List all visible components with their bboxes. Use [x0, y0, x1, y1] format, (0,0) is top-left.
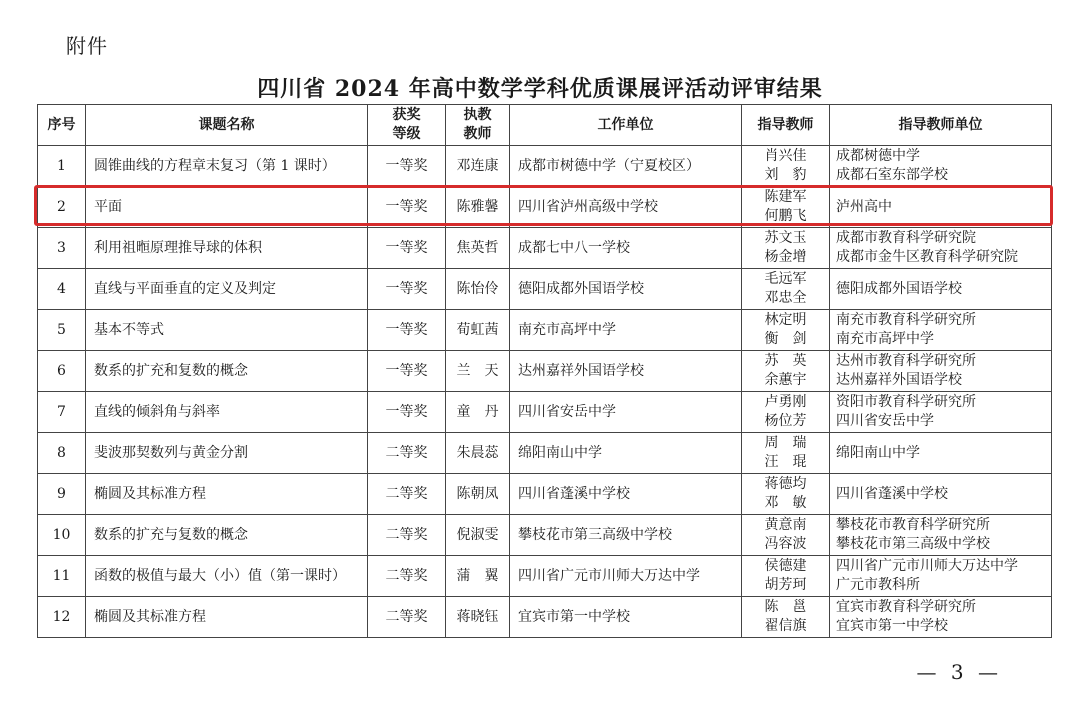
- cell-mentor-line2: 杨位芳: [764, 413, 807, 429]
- cell-mentor-line2: 衡 剑: [764, 331, 807, 347]
- cell-mentor: [742, 433, 830, 474]
- cell-mentor-line2: 杨金增: [764, 249, 807, 265]
- cell-award: 一等奖: [368, 146, 446, 187]
- cell-mentor-line1: 林定明: [764, 312, 807, 328]
- cell-unit: 成都市树德中学（宁夏校区）: [510, 146, 742, 187]
- cell-topic: 椭圆及其标准方程: [86, 474, 368, 515]
- cell-mentor-line1: 陈建军: [764, 189, 807, 205]
- table-row: [38, 187, 1052, 228]
- cell-mentor-line1: 肖兴佳: [764, 148, 807, 164]
- cell-teacher: 邓连康: [446, 146, 510, 187]
- cell-mentor-line1: 周 瑞: [764, 435, 807, 451]
- header-mentor: 指导教师: [742, 105, 830, 146]
- cell-unit: 宜宾市第一中学校: [510, 597, 742, 638]
- cell-teacher: 陈雅馨: [446, 187, 510, 228]
- cell-teacher: 陈怡伶: [446, 269, 510, 310]
- cell-mentor-unit-line2: 成都石室东部学校: [836, 167, 948, 183]
- cell-topic: 圆锥曲线的方程章末复习（第 1 课时）: [86, 146, 368, 187]
- cell-no: 4: [38, 269, 86, 310]
- header-mentor-unit: 指导教师单位: [830, 105, 1052, 146]
- table-row: [38, 146, 1052, 187]
- header-teacher: [446, 105, 510, 146]
- table-header-row: [38, 105, 1052, 146]
- cell-teacher: 蒲 翼: [446, 556, 510, 597]
- cell-mentor: [742, 515, 830, 556]
- cell-teacher: 童 丹: [446, 392, 510, 433]
- header-no: 序号: [38, 105, 86, 146]
- cell-topic: 直线的倾斜角与斜率: [86, 392, 368, 433]
- header-award-line2: 等级: [392, 126, 421, 142]
- cell-mentor-unit: [830, 228, 1052, 269]
- cell-teacher: 朱晨蕊: [446, 433, 510, 474]
- cell-mentor-unit: [830, 392, 1052, 433]
- cell-no: 8: [38, 433, 86, 474]
- cell-teacher: 焦英哲: [446, 228, 510, 269]
- cell-mentor-unit-line1: 绵阳南山中学: [836, 444, 920, 461]
- cell-mentor-line2: 何鹏飞: [764, 208, 807, 224]
- header-unit: 工作单位: [510, 105, 742, 146]
- cell-topic: 利用祖暅原理推导球的体积: [86, 228, 368, 269]
- header-teacher-line1: 执教: [463, 107, 492, 123]
- cell-mentor-line1: 侯德建: [764, 558, 807, 574]
- cell-mentor-line2: 邓 敏: [764, 495, 807, 511]
- cell-topic: 斐波那契数列与黄金分割: [86, 433, 368, 474]
- cell-mentor-unit-line1: 资阳市教育科学研究所: [836, 394, 976, 410]
- cell-unit: 南充市高坪中学: [510, 310, 742, 351]
- header-teacher-line2: 教师: [463, 126, 492, 142]
- cell-mentor-unit: [830, 146, 1052, 187]
- cell-mentor-line1: 苏文玉: [764, 230, 807, 246]
- cell-award: 二等奖: [368, 474, 446, 515]
- cell-no: 2: [38, 187, 86, 228]
- cell-mentor-unit-line2: 广元市教科所: [836, 577, 920, 593]
- cell-mentor-unit: [830, 515, 1052, 556]
- cell-award: 二等奖: [368, 597, 446, 638]
- cell-mentor: [742, 187, 830, 228]
- cell-unit: 成都七中八一学校: [510, 228, 742, 269]
- cell-mentor-line1: 蒋德均: [764, 476, 807, 492]
- cell-mentor-line1: 陈 邕: [764, 599, 807, 615]
- header-award: [368, 105, 446, 146]
- cell-topic: 数系的扩充与复数的概念: [86, 515, 368, 556]
- cell-mentor: [742, 269, 830, 310]
- cell-mentor-unit-line1: 成都市教育科学研究院: [836, 230, 976, 246]
- cell-mentor-unit-line1: 四川省广元市川师大万达中学: [836, 558, 1018, 574]
- cell-award: 一等奖: [368, 269, 446, 310]
- cell-award: 一等奖: [368, 310, 446, 351]
- cell-topic: 椭圆及其标准方程: [86, 597, 368, 638]
- cell-no: 11: [38, 556, 86, 597]
- cell-mentor-line2: 冯容波: [764, 536, 807, 552]
- table-body: [38, 146, 1052, 638]
- cell-mentor-unit-line2: 攀枝花市第三高级中学校: [836, 536, 990, 552]
- cell-mentor: [742, 146, 830, 187]
- cell-topic: 平面: [86, 187, 368, 228]
- table-row: [38, 556, 1052, 597]
- attachment-label: 附件: [66, 34, 108, 58]
- table-row: [38, 228, 1052, 269]
- cell-topic: 数系的扩充和复数的概念: [86, 351, 368, 392]
- cell-award: 一等奖: [368, 228, 446, 269]
- cell-mentor-unit: [830, 556, 1052, 597]
- cell-no: 1: [38, 146, 86, 187]
- cell-award: 一等奖: [368, 351, 446, 392]
- cell-mentor-line1: 卢勇刚: [764, 394, 807, 410]
- cell-mentor-unit-line2: 四川省安岳中学: [836, 413, 934, 429]
- cell-mentor-unit-line1: 成都树德中学: [836, 148, 920, 164]
- table-row: [38, 515, 1052, 556]
- table-row: [38, 474, 1052, 515]
- cell-mentor: [742, 597, 830, 638]
- cell-award: 一等奖: [368, 392, 446, 433]
- cell-mentor-unit-line1: 四川省蓬溪中学校: [836, 485, 948, 502]
- cell-teacher: 陈朝凤: [446, 474, 510, 515]
- cell-no: 7: [38, 392, 86, 433]
- cell-mentor-unit-line2: 达州嘉祥外国语学校: [836, 372, 962, 388]
- cell-mentor-unit: [830, 187, 1052, 228]
- cell-mentor-line2: 胡芳珂: [764, 577, 807, 593]
- cell-no: 9: [38, 474, 86, 515]
- cell-mentor: [742, 474, 830, 515]
- cell-mentor-line1: 毛远军: [764, 271, 807, 287]
- cell-mentor-unit: [830, 310, 1052, 351]
- results-table: [37, 104, 1052, 638]
- cell-unit: 达州嘉祥外国语学校: [510, 351, 742, 392]
- cell-no: 6: [38, 351, 86, 392]
- cell-mentor-unit-line2: 成都市金牛区教育科学研究院: [836, 249, 1018, 265]
- cell-mentor-unit: [830, 269, 1052, 310]
- table-row: [38, 310, 1052, 351]
- cell-unit: 绵阳南山中学: [510, 433, 742, 474]
- cell-no: 3: [38, 228, 86, 269]
- cell-mentor-unit: [830, 351, 1052, 392]
- cell-mentor: [742, 351, 830, 392]
- cell-award: 二等奖: [368, 515, 446, 556]
- cell-teacher: 兰 天: [446, 351, 510, 392]
- table-row: [38, 392, 1052, 433]
- cell-mentor-line2: 翟信旗: [764, 618, 807, 634]
- cell-mentor: [742, 556, 830, 597]
- cell-mentor-line1: 黄意南: [764, 517, 807, 533]
- cell-unit: 四川省泸州高级中学校: [510, 187, 742, 228]
- cell-mentor-line2: 汪 琨: [764, 454, 807, 470]
- cell-mentor-unit: [830, 433, 1052, 474]
- cell-unit: 德阳成都外国语学校: [510, 269, 742, 310]
- cell-award: 二等奖: [368, 433, 446, 474]
- cell-teacher: 倪淑雯: [446, 515, 510, 556]
- cell-mentor-unit-line1: 南充市教育科学研究所: [836, 312, 976, 328]
- cell-mentor-unit-line1: 宜宾市教育科学研究所: [836, 599, 976, 615]
- cell-unit: 四川省广元市川师大万达中学: [510, 556, 742, 597]
- cell-mentor-unit-line2: 南充市高坪中学: [836, 331, 934, 347]
- header-topic: 课题名称: [86, 105, 368, 146]
- cell-mentor-line2: 邓忠全: [764, 290, 807, 306]
- cell-no: 5: [38, 310, 86, 351]
- cell-topic: 函数的极值与最大（小）值（第一课时）: [86, 556, 368, 597]
- cell-unit: 攀枝花市第三高级中学校: [510, 515, 742, 556]
- cell-mentor-unit-line1: 德阳成都外国语学校: [836, 280, 962, 297]
- table-row: [38, 269, 1052, 310]
- cell-unit: 四川省安岳中学: [510, 392, 742, 433]
- document-title: 四川省 2024 年高中数学学科优质课展评活动评审结果: [257, 76, 823, 102]
- table-row: [38, 433, 1052, 474]
- cell-no: 10: [38, 515, 86, 556]
- cell-mentor-unit-line2: 宜宾市第一中学校: [836, 618, 948, 634]
- cell-mentor: [742, 310, 830, 351]
- page-number: — 3 —: [916, 660, 1002, 684]
- cell-mentor: [742, 228, 830, 269]
- cell-mentor-unit: [830, 474, 1052, 515]
- cell-topic: 基本不等式: [86, 310, 368, 351]
- cell-teacher: 荀虹茜: [446, 310, 510, 351]
- table-row: [38, 597, 1052, 638]
- cell-unit: 四川省蓬溪中学校: [510, 474, 742, 515]
- cell-award: 二等奖: [368, 556, 446, 597]
- cell-mentor-unit-line1: 达州市教育科学研究所: [836, 353, 976, 369]
- header-award-line1: 获奖: [392, 107, 421, 123]
- cell-topic: 直线与平面垂直的定义及判定: [86, 269, 368, 310]
- table-row: [38, 351, 1052, 392]
- cell-mentor: [742, 392, 830, 433]
- cell-mentor-line1: 苏 英: [764, 353, 807, 369]
- cell-mentor-line2: 刘 豹: [764, 167, 807, 183]
- cell-mentor-unit-line1: 泸州高中: [836, 198, 892, 215]
- cell-teacher: 蒋晓钰: [446, 597, 510, 638]
- cell-mentor-line2: 余蕙宇: [764, 372, 807, 388]
- cell-mentor-unit-line1: 攀枝花市教育科学研究所: [836, 517, 990, 533]
- cell-no: 12: [38, 597, 86, 638]
- cell-mentor-unit: [830, 597, 1052, 638]
- cell-award: 一等奖: [368, 187, 446, 228]
